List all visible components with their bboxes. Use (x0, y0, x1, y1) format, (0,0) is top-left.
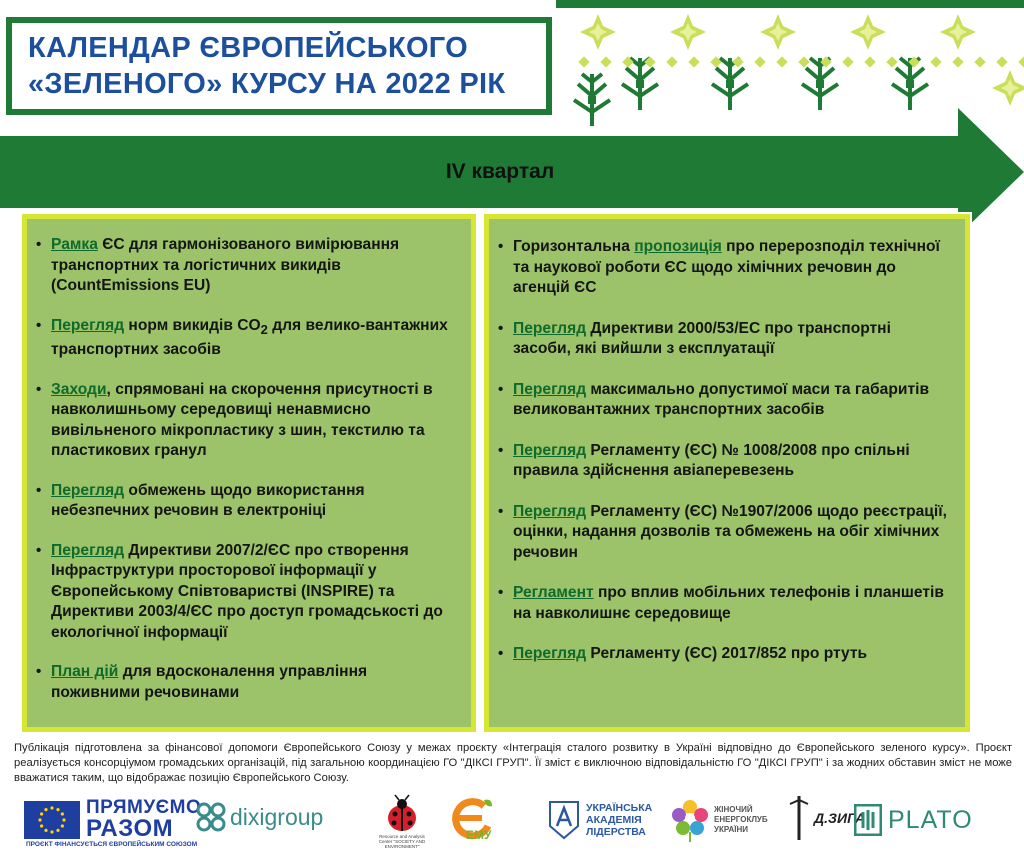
list-item (35, 541, 455, 644)
item-keyword[interactable]: Перегляд (51, 541, 125, 559)
womens-club-line-2: ЕНЕРГОКЛУБ (714, 815, 768, 824)
bullet: • (36, 481, 42, 499)
list-item (497, 441, 951, 482)
ornament-diamond (864, 56, 875, 67)
bullet: • (498, 584, 504, 601)
bullet: • (36, 663, 42, 681)
bullet: • (36, 380, 42, 398)
bullet: • (498, 441, 504, 459)
item-keyword[interactable]: пропозиція (634, 238, 722, 255)
eu-star-icon (40, 812, 43, 815)
society-environment-caption: Resource and Analysis Center "SOCIETY AND ENVIRONMENT" (378, 834, 426, 849)
item-text: Регламенту (ЄС) № 1008/2008 про спільні правила здійснення авіаперевезень (513, 441, 910, 479)
item-keyword[interactable]: Перегляд (513, 319, 587, 337)
list-item (497, 644, 951, 665)
bullet: • (498, 380, 504, 398)
title-box (6, 17, 552, 115)
bullet: • (498, 319, 504, 337)
item-text: Регламенту (ЄС) 2017/852 про ртуть (586, 645, 868, 662)
list-item (35, 380, 455, 462)
disclaimer-text: Публікація підготовлена за фінансової допомоги Європейського Союзу у межах проєкту «Інтеграція сталого розвитку в Україні відповідно до Європейського зеленого курсу». Проєкт реалізується консорціумом громадських організацій, під загальною координацією ГО "ДІКСІ ГРУП". Її зміст є виключною відповідальністю ГО "ДІКСІ ГРУП" і за жодних обставин зміст не може вважатися таким, що відображає позицію Європейського Союзу. (14, 742, 1012, 784)
dixigroup-name: dixigroup (230, 803, 324, 830)
dixigroup-mark-icon (196, 802, 226, 832)
ornament-diamond (974, 56, 985, 67)
emu-name: ЕМУ (466, 828, 492, 842)
title-line-1: КАЛЕНДАР ЄВРОПЕЙСЬКОГО (28, 32, 469, 64)
list-item (35, 316, 455, 361)
dzyga-logo (784, 796, 865, 840)
ornament-diamond (842, 56, 853, 67)
eu-caption: ПРОЄКТ ФІНАНСУЄТЬСЯ ЄВРОПЕЙСЬКИМ СОЮЗОМ (26, 841, 198, 848)
ornament-diamond (710, 56, 721, 67)
emu-logo (448, 796, 496, 842)
ornament-tree (892, 58, 928, 110)
eu-slogan-line-2: РАЗОМ (86, 815, 174, 842)
eu-star-icon (50, 806, 53, 809)
ornament-flower (992, 70, 1024, 106)
bullet: • (36, 316, 42, 334)
dzyga-name: Д.ЗИГА (814, 810, 866, 826)
ornament-diamond (600, 56, 611, 67)
eu-star-icon (62, 818, 65, 821)
item-text: про вплив мобільних телефонів і планшетів на навколишнє середовище (513, 584, 944, 622)
academy-name-line-3: ЛІДЕРСТВА (586, 826, 646, 838)
left-list (35, 235, 455, 703)
ukrainian-leadership-academy-logo (548, 800, 652, 840)
eu-slogan-line-1: ПРЯМУЄМО (86, 797, 202, 818)
item-keyword[interactable]: Перегляд (51, 481, 125, 499)
item-text: для велико-вантажних транспортних засобів (51, 316, 448, 359)
left-panel (22, 214, 476, 732)
society-environment-logo (372, 794, 432, 849)
right-list (497, 237, 951, 665)
ornament-flower (670, 14, 706, 50)
womens-energy-club-name (714, 805, 768, 835)
right-panel (484, 214, 970, 732)
item-text: обмежень щодо використання небезпечних речовин в електроніці (51, 481, 365, 520)
ornament-diamond (754, 56, 765, 67)
ornament-tree (802, 58, 838, 110)
academy-name-line-1: УКРАЇНСЬКА (586, 802, 653, 814)
bullet: • (498, 502, 504, 520)
ornament-diamond (1018, 56, 1024, 67)
ornament-diamond (996, 56, 1007, 67)
list-item (497, 502, 951, 564)
item-text: ЄС для гармонізованого вимірювання транспортних та логістичних викидів (CountEmissions EU) (51, 236, 400, 294)
bullet: • (36, 236, 42, 253)
dixigroup-logo (196, 802, 323, 832)
ornament-flower (760, 14, 796, 50)
eu-logo (24, 798, 201, 841)
item-keyword[interactable]: Регламент (513, 584, 594, 601)
item-keyword[interactable]: Перегляд (513, 645, 587, 662)
list-item (35, 235, 455, 297)
item-keyword[interactable]: Перегляд (513, 502, 587, 520)
bullet: • (498, 238, 504, 255)
plato-name: PLATO (888, 805, 973, 834)
item-keyword[interactable]: Перегляд (51, 316, 125, 334)
ornament-diamond (666, 56, 677, 67)
academy-shield-icon (548, 800, 580, 840)
ornament-diamond (578, 56, 589, 67)
bullet: • (36, 541, 42, 559)
list-item (35, 662, 455, 703)
eu-star-icon (44, 828, 47, 831)
eu-star-icon (40, 824, 43, 827)
ornament-diamond (886, 56, 897, 67)
plato-logo (854, 804, 973, 836)
item-keyword[interactable]: Рамка (51, 236, 98, 253)
item-text: Директиви 2000/53/ЕС про транспортні засоби, які вийшли з експлуатації (513, 319, 891, 357)
academy-name-line-2: АКАДЕМІЯ (586, 814, 642, 826)
quarter-label: IV квартал (445, 160, 555, 183)
eu-star-icon (44, 808, 47, 811)
ornament-diamond (930, 56, 941, 67)
item-text: про перерозподіл технічної та наукової роботи ЄС щодо хімічних речовин до агенцій ЄС (513, 238, 940, 296)
eu-star-icon (38, 818, 41, 821)
eu-flag-icon (24, 801, 80, 839)
womens-club-line-3: УКРАЇНИ (714, 825, 749, 834)
academy-name (586, 802, 652, 838)
list-item (497, 583, 951, 624)
item-subscript: 2 (260, 321, 268, 337)
ornament-diamond (644, 56, 655, 67)
item-keyword[interactable]: План дій (51, 663, 119, 681)
ornament-flower (580, 14, 616, 50)
ornament-diamond (776, 56, 787, 67)
item-text: максимально допустимої маси та габаритів великовантажних транспортних засобів (513, 380, 930, 418)
item-text: , спрямовані на скорочення присутності в навколишньому середовищі ненавмисно вивільненого мікропластику з шин, текстилю та пластикових гранул (51, 380, 433, 460)
list-item (497, 319, 951, 360)
item-keyword[interactable]: Перегляд (513, 380, 587, 398)
ladybug-icon (382, 794, 422, 834)
eu-slogan (86, 798, 201, 841)
list-item (497, 380, 951, 421)
ornament-diamond (952, 56, 963, 67)
item-text: Регламенту (ЄС) №1907/2006 щодо реєстрації, оцінки, надання дозволів та обмежень на обіг хімічних речовин (513, 502, 947, 561)
ornament-flower (850, 14, 886, 50)
eu-star-icon (61, 812, 64, 815)
bullet: • (498, 645, 504, 662)
list-item (497, 237, 951, 299)
item-keyword[interactable]: Заходи (51, 380, 107, 398)
womens-club-line-1: ЖІНОЧИЙ (714, 805, 753, 814)
eu-star-icon (61, 824, 64, 827)
ornament-flower (940, 14, 976, 50)
ornament-diamond (688, 56, 699, 67)
item-text: норм викидів CO (124, 316, 261, 334)
flower-icon (670, 798, 710, 842)
item-prefix: Горизонтальна (513, 238, 635, 255)
item-text: Директиви 2007/2/ЄС про створення Інфраструктури просторової інформації у Європейському Співтоваристві (INSPIRE) та Директиви 2003/4/ЄС про доступ громадськості до екологічної інформації (51, 541, 443, 641)
title-line-2: «ЗЕЛЕНОГО» КУРСУ НА 2022 РІК (28, 68, 506, 100)
partner-logos (0, 790, 1024, 859)
item-keyword[interactable]: Перегляд (513, 441, 587, 459)
plato-mark-icon (854, 804, 882, 836)
eu-star-icon (56, 828, 59, 831)
eu-star-icon (56, 808, 59, 811)
item-text: для вдосконалення управління поживними речовинами (51, 663, 368, 701)
womens-energy-club-logo (670, 798, 768, 842)
eu-star-icon (50, 830, 53, 833)
ornament-diamond (798, 56, 809, 67)
spindle-icon (784, 796, 814, 840)
list-item (35, 481, 455, 522)
ornament-diamond (732, 56, 743, 67)
